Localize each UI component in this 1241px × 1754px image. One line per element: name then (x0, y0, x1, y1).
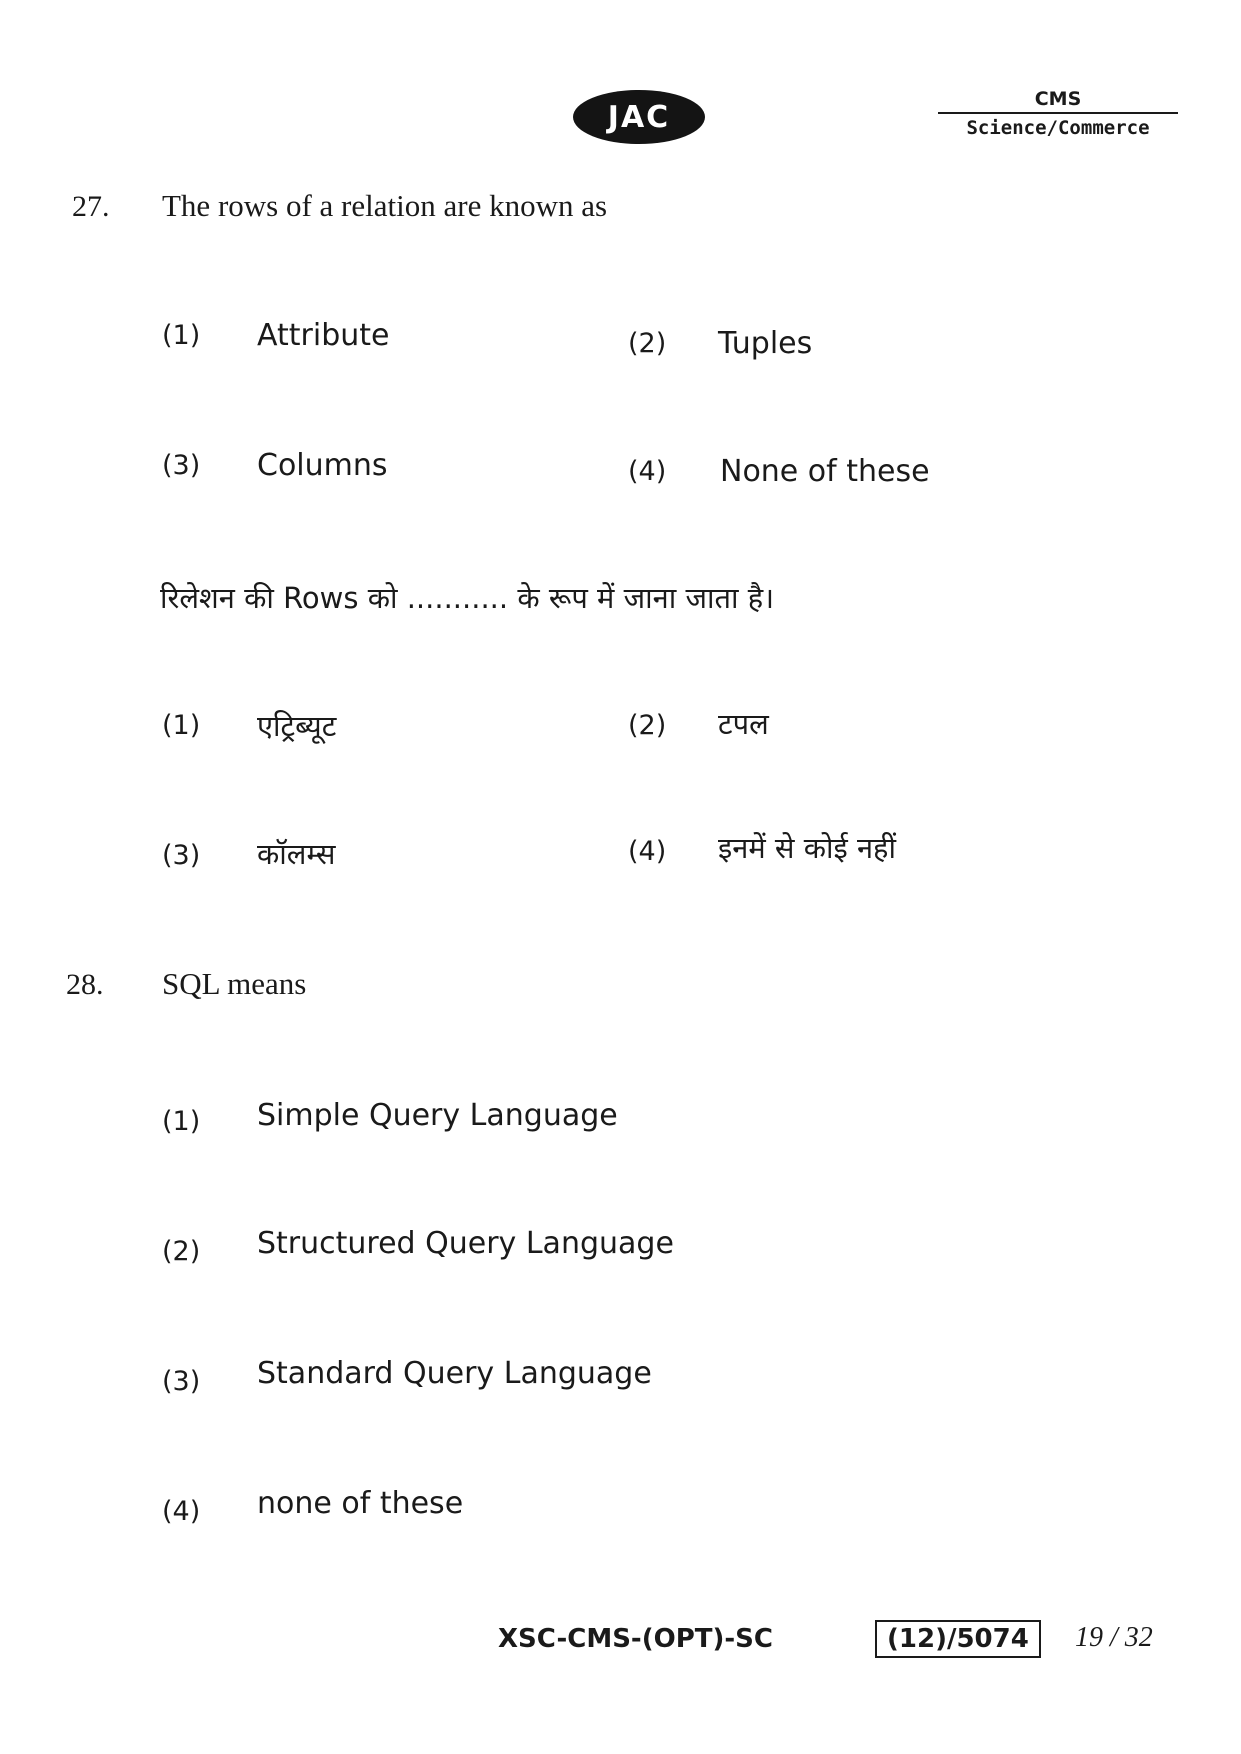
page-number: 19 / 32 (1075, 1622, 1153, 1653)
option-text: इनमें से कोई नहीं (718, 831, 896, 865)
option-text: Columns (257, 448, 388, 483)
option-number: (2) (628, 710, 667, 741)
question-text: SQL means (162, 966, 307, 1001)
option-number: (1) (162, 320, 201, 351)
set-code-box: (12)/5074 (875, 1620, 1041, 1658)
option-text: Tuples (718, 326, 813, 361)
option-number: (4) (628, 456, 667, 487)
jac-logo: JAC (573, 90, 705, 144)
subject-code: CMS (1034, 88, 1082, 110)
question-number: 28. (66, 968, 104, 1001)
option-text: Simple Query Language (257, 1098, 618, 1133)
stream-label: Science/Commerce (966, 117, 1150, 139)
option-text: none of these (257, 1486, 464, 1521)
option-text: एट्रिब्यूट (257, 709, 337, 743)
option-number: (3) (162, 450, 201, 481)
option-number: (4) (162, 1496, 201, 1527)
option-text: Structured Query Language (257, 1226, 674, 1261)
question-text: The rows of a relation are known as (162, 188, 608, 223)
option-text: None of these (720, 454, 930, 489)
hindi-question-text: रिलेशन की Rows को ........... के रूप में जाना जाता है। (160, 581, 775, 615)
option-number: (4) (628, 836, 667, 867)
option-text: Attribute (257, 318, 390, 353)
option-number: (2) (162, 1236, 201, 1267)
option-number: (1) (162, 1106, 201, 1137)
option-text: Standard Query Language (257, 1356, 652, 1391)
option-text: टपल (718, 707, 769, 741)
header-subject-block (938, 88, 1178, 139)
option-number: (1) (162, 710, 201, 741)
option-text: कॉलम्स (257, 837, 336, 871)
paper-code: XSC-CMS-(OPT)-SC (498, 1624, 773, 1654)
option-number: (2) (628, 328, 667, 359)
header-divider (938, 112, 1178, 114)
option-number: (3) (162, 840, 201, 871)
option-number: (3) (162, 1366, 201, 1397)
question-number: 27. (72, 190, 110, 223)
